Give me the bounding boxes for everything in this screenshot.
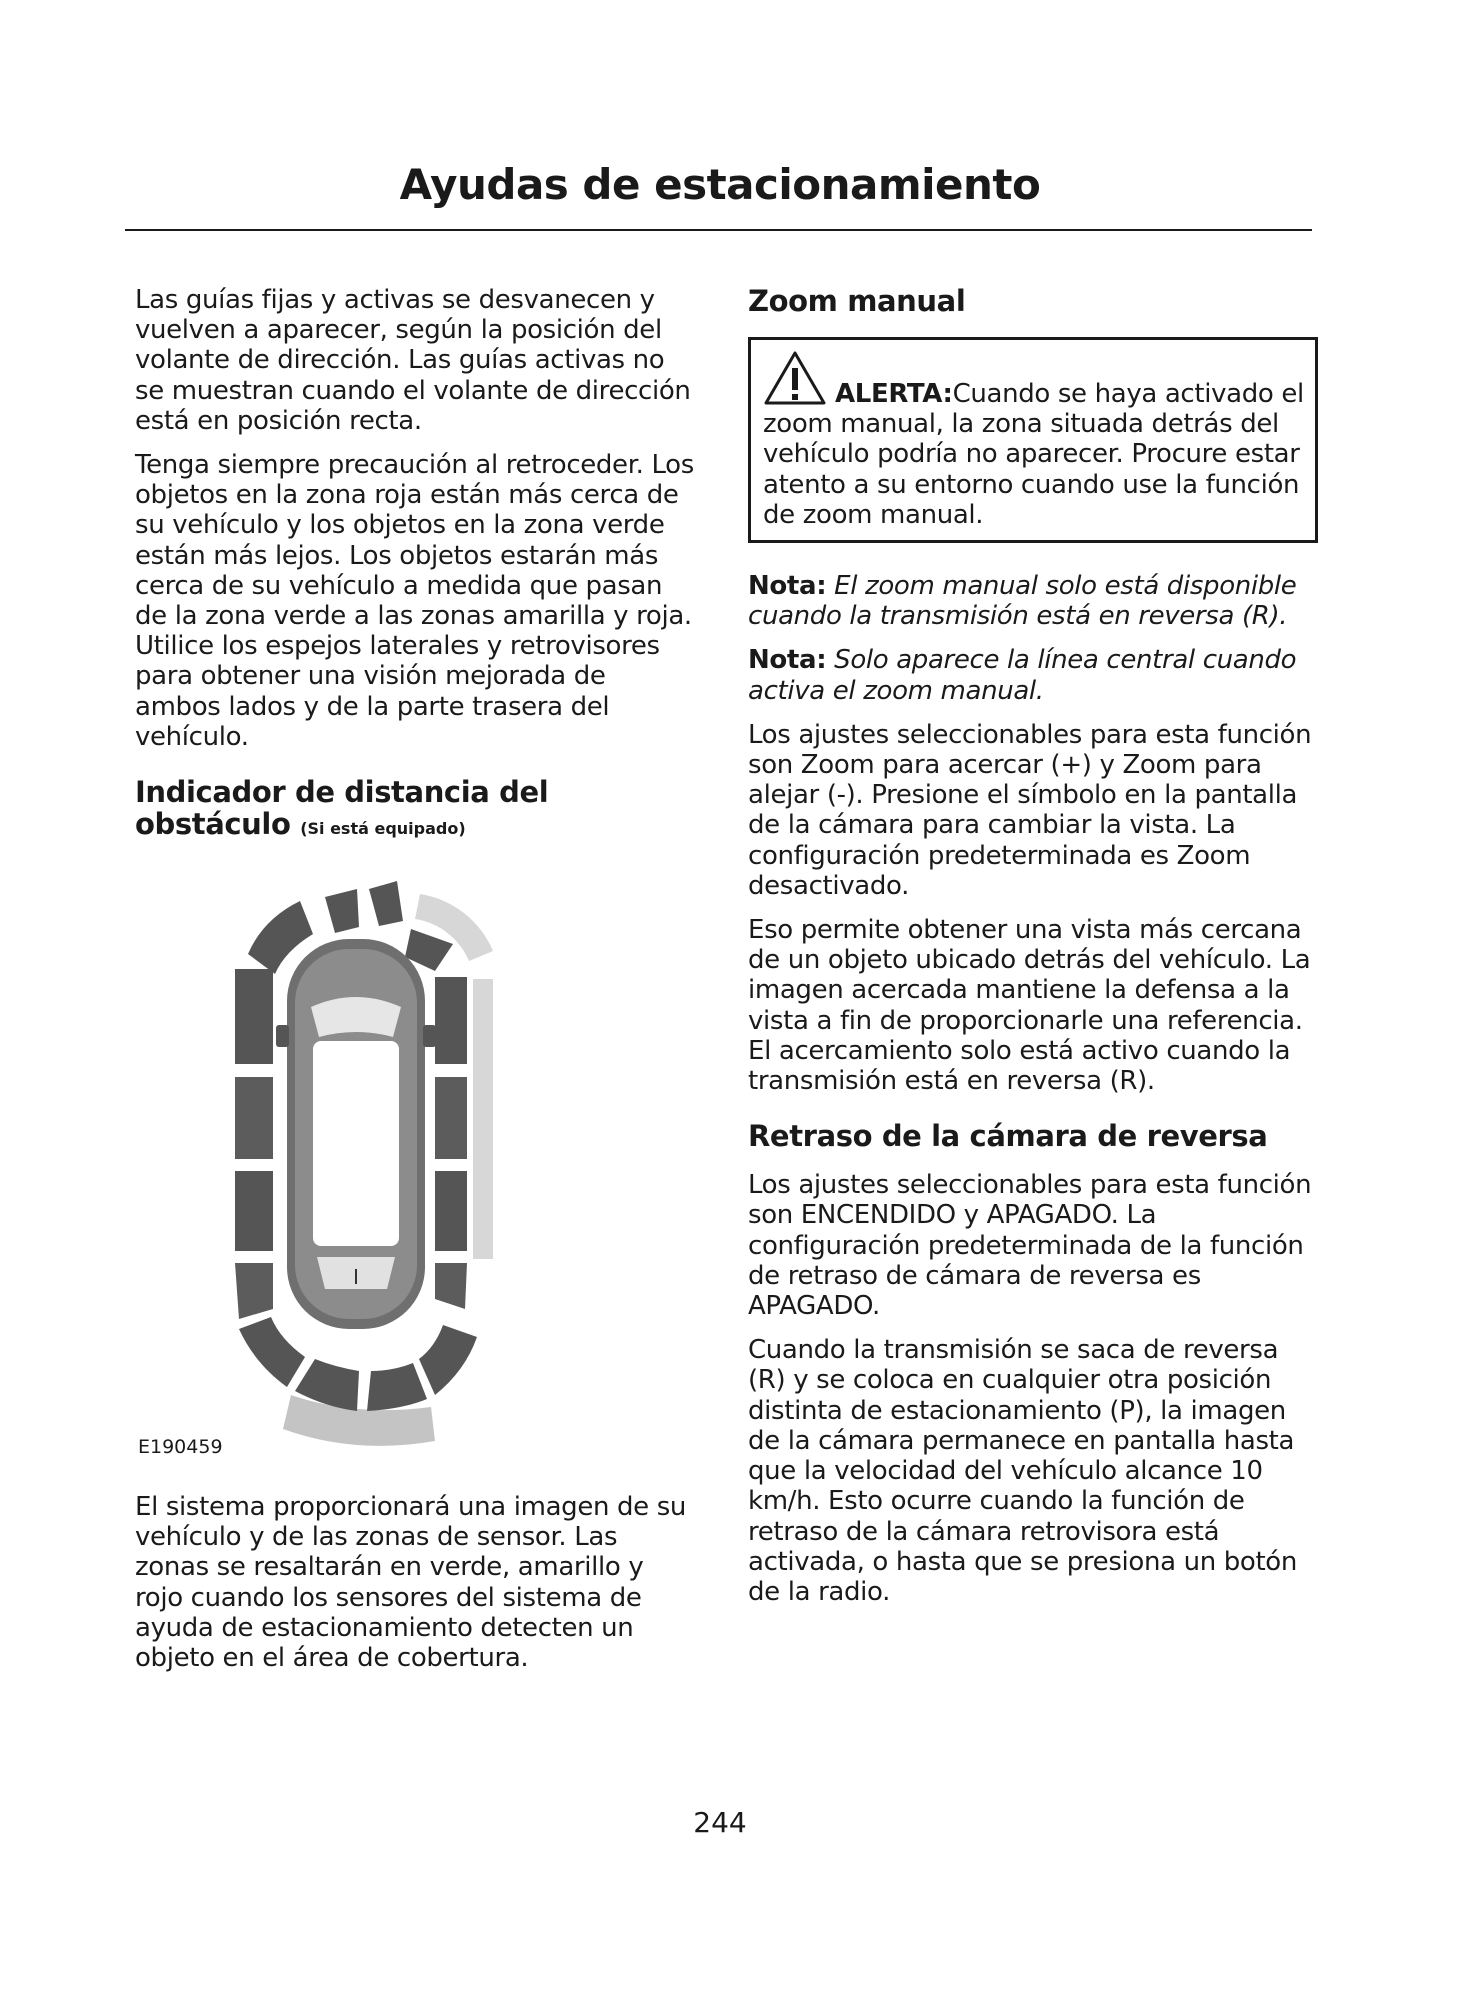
alert-text: Cuando se haya activado el zoom manual, la zona situada detrás del vehículo podría no aparecer. Procure estar atento a su entorno cuando use la función de zoom manual. bbox=[763, 379, 1304, 530]
car-right-mirror bbox=[423, 1025, 436, 1047]
note-text: El zoom manual solo está disponible cuando la transmisión está en reversa (R). bbox=[748, 571, 1297, 632]
right-column bbox=[748, 285, 1318, 1621]
paragraph-guides: Las guías fijas y activas se desvanecen y vuelven a aparecer, según la posición del volante de dirección. Las guías activas no se muestran cuando el volante de dirección está en posición recta. bbox=[135, 285, 691, 436]
note-centerline bbox=[748, 645, 1318, 705]
car-left-mirror bbox=[276, 1025, 289, 1047]
alert-box bbox=[748, 337, 1318, 543]
page-title: Ayudas de estacionamiento bbox=[399, 160, 1041, 209]
sensor-zone-rear-right bbox=[419, 1325, 477, 1395]
note-text: Solo aparece la línea central cuando activa el zoom manual. bbox=[748, 645, 1297, 706]
sensor-zone-left-1 bbox=[235, 969, 273, 1064]
warning-triangle-icon bbox=[763, 350, 827, 406]
zoom-manual-heading: Zoom manual bbox=[748, 284, 966, 318]
car-windshield bbox=[311, 997, 401, 1037]
paragraph-zoom-settings: Los ajustes seleccionables para esta función son Zoom para acercar (+) y Zoom para alejar (-). Presione el símbolo en la pantalla de la cámara para cambiar la vista. La configuración predeterminada es Zoom desactivado. bbox=[748, 719, 1312, 901]
parking-sensor-figure bbox=[135, 859, 695, 1474]
equipped-qualifier: (Si está equipado) bbox=[300, 819, 466, 839]
paragraph-zoom-view: Eso permite obtener una vista más cercana de un objeto ubicado detrás del vehículo. La imagen acercada mantiene la defensa a la vista a fin de proporcionarle una referencia. El acercamiento solo está activo cuando la transmisión está en reversa (R). bbox=[748, 915, 1311, 1097]
parking-sensor-diagram bbox=[135, 859, 695, 1474]
sensor-zone-left-3 bbox=[235, 1171, 273, 1251]
paragraph-system-image: El sistema proporcionará una imagen de su vehículo y de las zonas de sensor. Las zonas se resaltarán en verde, amarillo y rojo cuando los sensores del sistema de ayuda de estacionamiento detecten un objeto en el área de cobertura. bbox=[135, 1492, 687, 1674]
sensor-zone-rear-center-right bbox=[367, 1363, 427, 1411]
paragraph-delay-settings: Los ajustes seleccionables para esta función son ENCENDIDO y APAGADO. La configuración predeterminada de la función de retraso de cámara de reversa es APAGADO. bbox=[748, 1170, 1312, 1322]
page-number: 244 bbox=[693, 1806, 747, 1839]
sensor-zone-rear-left bbox=[239, 1317, 305, 1387]
sensor-zone-right-2 bbox=[435, 1077, 467, 1159]
note-label: Nota: bbox=[748, 645, 827, 676]
sensor-zone-right-outer bbox=[473, 979, 493, 1259]
title-rule bbox=[125, 229, 1312, 231]
sensor-zone-right-3 bbox=[435, 1171, 467, 1251]
note-label: Nota: bbox=[748, 571, 827, 602]
sensor-zone-front-center-left bbox=[325, 889, 359, 933]
sensor-zone-left-2 bbox=[235, 1077, 273, 1159]
note-transmission bbox=[748, 571, 1318, 631]
sensor-zone-right-1 bbox=[435, 977, 467, 1064]
camera-delay-heading: Retraso de la cámara de reversa bbox=[748, 1119, 1268, 1154]
obstacle-indicator-heading-text: Indicador de distancia del obstáculo bbox=[135, 775, 549, 842]
car-roof bbox=[313, 1041, 399, 1246]
sensor-zone-right-4 bbox=[435, 1263, 467, 1309]
obstacle-indicator-heading bbox=[135, 776, 695, 845]
alert-head bbox=[763, 350, 835, 406]
sensor-zone-front-center-right bbox=[369, 881, 403, 926]
alert-label: ALERTA: bbox=[835, 379, 953, 409]
sensor-zone-left-4 bbox=[235, 1263, 273, 1319]
paragraph-delay-behavior: Cuando la transmisión se saca de reversa (R) y se coloca en cualquier otra posición distinta de estacionamiento (P), la imagen de la cámara permanece en pantalla hasta que la velocidad del vehículo alcance 10 km/h. Esto ocurre cuando la función de retraso de la cámara retrovisora está activada, o hasta que se presiona un botón de la radio. bbox=[748, 1335, 1297, 1607]
paragraph-caution: Tenga siempre precaución al retroceder. Los objetos en la zona roja están más cerca de su vehículo y los objetos en la zona verde están más lejos. Los objetos estarán más cerca de su vehículo a medida que pasan de la zona verde a las zonas amarilla y roja. Utilice los espejos laterales y retrovisores para obtener una visión mejorada de ambos lados y de la parte trasera del vehículo. bbox=[135, 450, 694, 752]
alert-paragraph bbox=[763, 350, 1305, 530]
figure-code: E190459 bbox=[138, 1436, 223, 1459]
left-column bbox=[135, 285, 695, 1687]
